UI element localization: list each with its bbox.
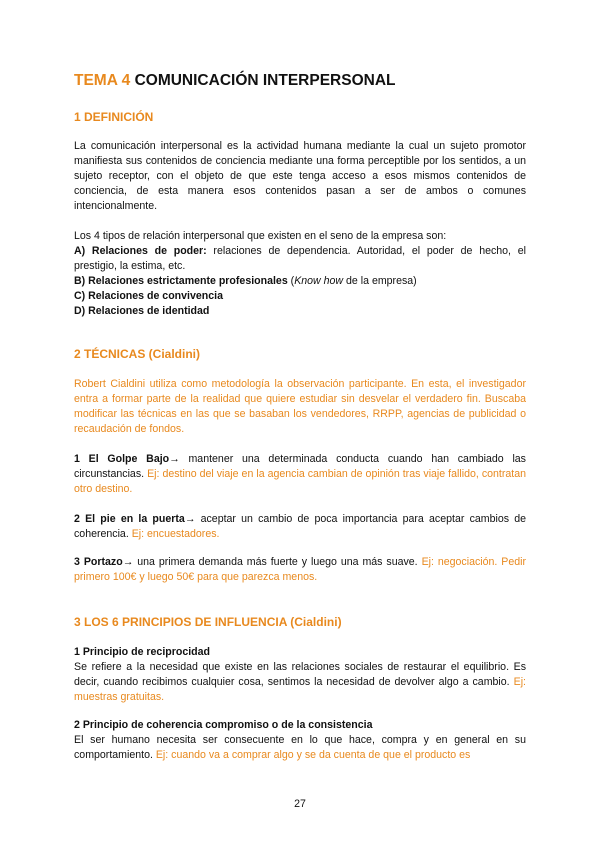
principle-reciprocidad: 1 Principio de reciprocidad Se refiere a la necesidad que existe en las relaciones sociales de restaurar el equilibrio. Es decir, cuando recibimos cualquier cosa, sentimos la necesidad de devolver algo a cambio. Ej: muestras gratuitas. — [74, 646, 526, 703]
cialdini-intro-paragraph — [74, 377, 526, 437]
topic-number: TEMA 4 — [74, 72, 131, 89]
section-heading-principios: 3 LOS 6 PRINCIPIOS DE INFLUENCIA (Cialdini) — [74, 615, 342, 629]
relation-b: B) Relaciones estrictamente profesionales (Know how de la empresa) — [74, 275, 417, 287]
principle-title: 1 Principio de reciprocidad — [74, 646, 210, 658]
topic-title: COMUNICACIÓN INTERPERSONAL — [134, 72, 396, 89]
page-title — [74, 72, 396, 90]
page-number: 27 — [294, 798, 306, 810]
definition-paragraph — [74, 139, 526, 214]
relation-a: A) Relaciones de poder: relaciones de dependencia. Autoridad, el poder de hecho, el prestigio, la estima, etc. — [74, 245, 526, 272]
relations-intro: Los 4 tipos de relación interpersonal que existen en el seno de la empresa son: — [74, 230, 447, 242]
technique-golpe-bajo: 1 El Golpe Bajo→ mantener una determinada conducta cuando han cambiado las circunstancias. Ej: destino del viaje en la agencia cambian de opinión tras viaje fallido, contratan otro destino. — [74, 453, 526, 495]
relation-c: C) Relaciones de convivencia — [74, 290, 223, 302]
definition-text: La comunicación interpersonal es la actividad humana mediante la cual un sujeto promotor manifiesta sus contenidos de conciencia mediante una forma perceptible por los sentidos, a un sujeto receptor, con el objeto de que este tenga acceso a esos mismos contenidos de conciencia, de esta manera esos contenidos pasan a ser de ambos o comunes intencionalmente. — [74, 140, 526, 212]
principle-title: 2 Principio de coherencia compromiso o de la consistencia — [74, 719, 373, 731]
section-heading-tecnicas: 2 TÉCNICAS (Cialdini) — [74, 347, 201, 361]
section-heading-definicion: 1 DEFINICIÓN — [74, 110, 154, 124]
principle-coherencia: 2 Principio de coherencia compromiso o de la consistencia El ser humano necesita ser consecuente en lo que hace, compra y en general en su comportamiento. Ej: cuando va a comprar algo y se da cuenta de que el producto es — [74, 719, 526, 761]
technique-pie-en-la-puerta: 2 El pie en la puerta→ aceptar un cambio de poca importancia para aceptar cambios de coherencia. Ej: encuestadores. — [74, 513, 527, 540]
relations-list — [74, 229, 526, 319]
cialdini-intro-text: Robert Cialdini utiliza como metodología la observación participante. En esta, el investigador entra a formar parte de la realidad que quiere estudiar sin desvelar el verdadero fin. Buscaba modificar las técnicas en las que se basaban los vendedores, RRPP, agencias de publicidad o recaudación de fondos. — [74, 378, 526, 435]
relation-d: D) Relaciones de identidad — [74, 305, 210, 317]
technique-portazo: 3 Portazo→ una primera demanda más fuerte y luego una más suave. Ej: negociación. Pedir primero 100€ y luego 50€ para que parezca menos. — [74, 556, 527, 583]
